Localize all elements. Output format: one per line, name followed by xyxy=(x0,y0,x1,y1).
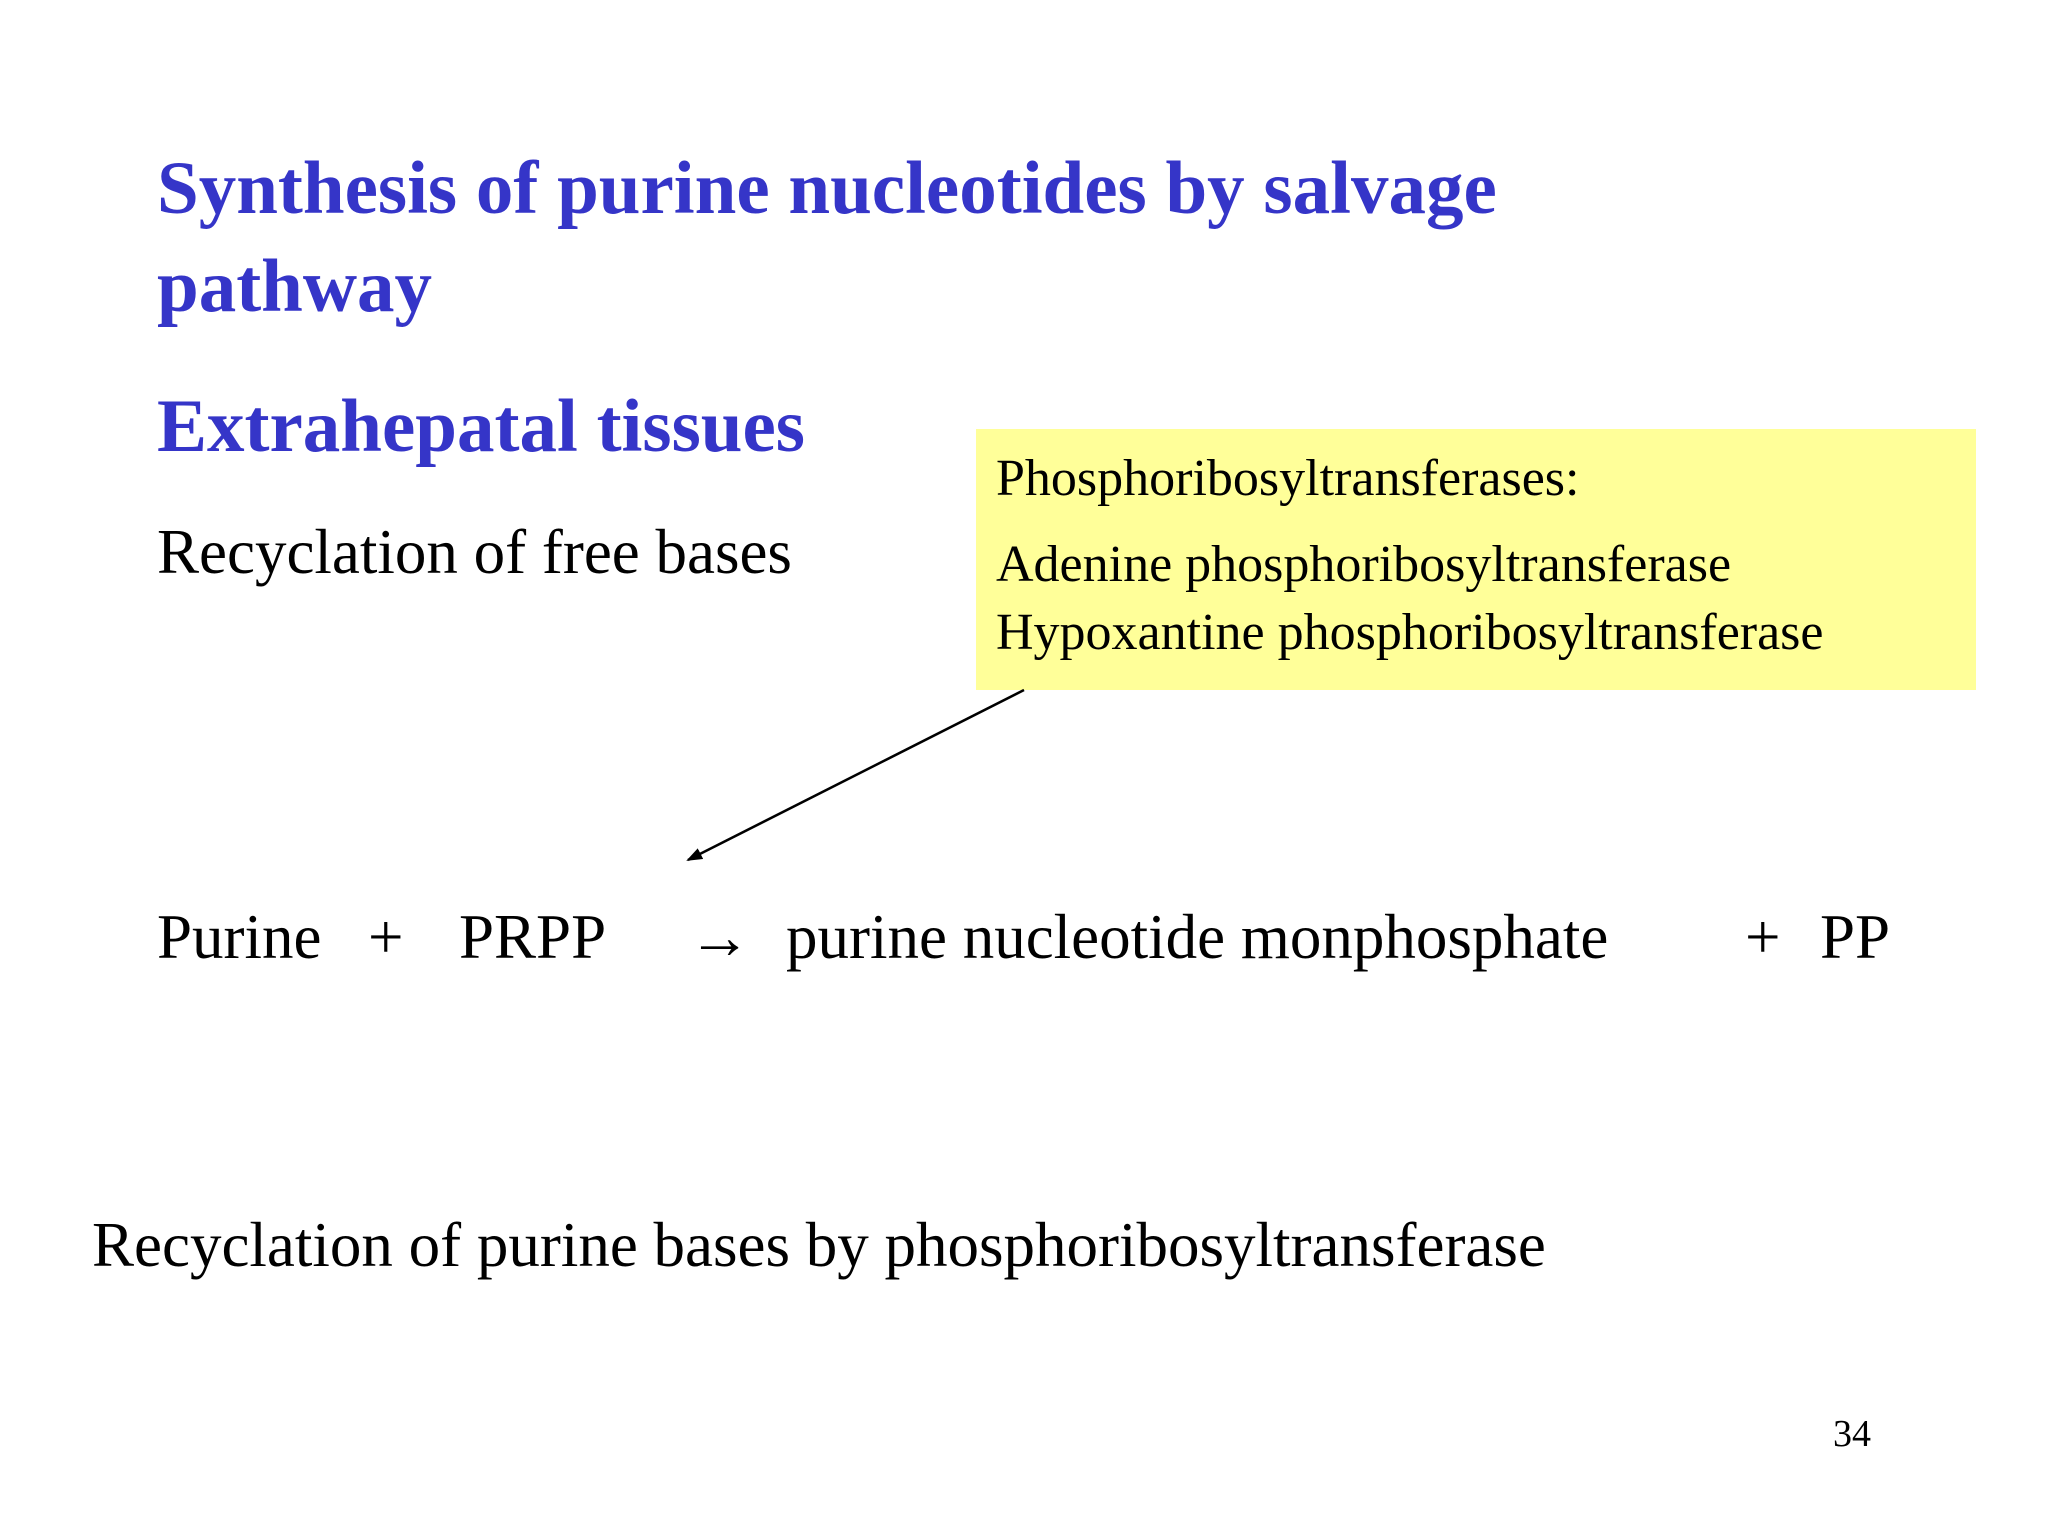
slide-subtitle: Extrahepatal tissues xyxy=(157,385,805,468)
equation-arrow: → xyxy=(688,902,751,972)
enzyme-item: Adenine phosphoribosyltransferase xyxy=(996,536,1732,593)
equation-plus: + xyxy=(368,902,404,972)
equation-plus: + xyxy=(1745,902,1781,972)
callout-arrow-line xyxy=(688,690,1024,860)
equation-byproduct: PP xyxy=(1820,902,1891,972)
equation-substrate: Purine xyxy=(157,902,322,972)
summary-text: Recyclation of purine bases by phosphoribosyltransferase xyxy=(92,1210,1546,1280)
enzyme-item: Hypoxantine phosphoribosyltransferase xyxy=(996,604,1824,661)
equation-cosubstrate: PRPP xyxy=(459,902,607,972)
enzyme-box-heading: Phosphoribosyltransferases: xyxy=(996,450,1580,507)
enzyme-callout-box xyxy=(976,429,1976,690)
body-text: Recyclation of free bases xyxy=(157,517,792,587)
slide-title: Synthesis of purine nucleotides by salvage pathway xyxy=(157,147,1497,328)
equation-product: purine nucleotide monphosphate xyxy=(786,902,1609,972)
page-number: 34 xyxy=(1833,1413,1871,1455)
